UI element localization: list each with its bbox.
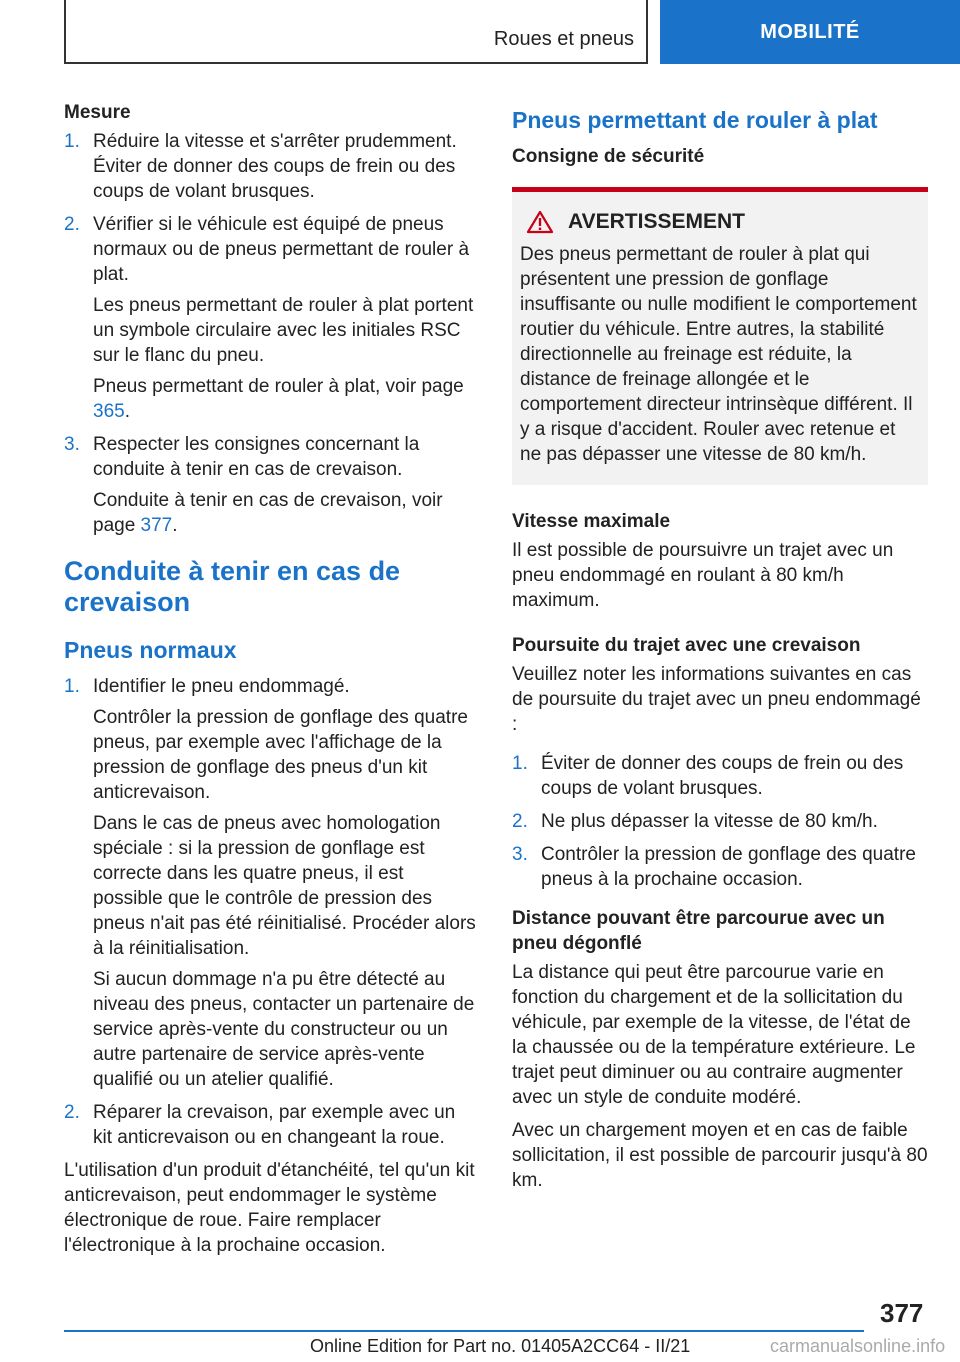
- step-text: Réduire la vitesse et s'arrêter prudemment. Éviter de donner des coups de frein ou des coups de volant brusques.: [93, 131, 457, 202]
- safety-title: Consigne de sécurité: [512, 146, 705, 167]
- closing-paragraph: L'utilisation d'un produit d'étanchéité, tel qu'un kit anticrevaison, peut endommager le système électronique de roue. Faire remplacer l'électronique à la prochaine occasion.: [64, 1160, 475, 1256]
- header-chapter: Roues et pneus: [493, 28, 634, 50]
- distance-paragraph: La distance qui peut être parcourue varie en fonction du chargement et de la sollicitation du véhicule, par exemple de la vitesse, de l'état de la chaussée ou de la température extérieure. Le trajet peut diminuer ou au contraire augmenter avec un style de conduite modéré.: [512, 962, 916, 1108]
- page-link-365[interactable]: 365: [93, 401, 125, 422]
- list-item: [64, 212, 478, 424]
- reference-suffix: .: [172, 515, 178, 536]
- subsection-heading: Pneus normaux: [64, 637, 237, 663]
- vmax-title: Vitesse maximale: [512, 511, 671, 532]
- continue-steps: [512, 751, 928, 892]
- header-section-tab: MOBILITÉ: [660, 0, 960, 64]
- warning-text: Des pneus permettant de rouler à plat qui présentent une pression de gonflage insuffisante ou nulle modifient le comportement routier du véhicule. Entre autres, la stabilité directionnelle au freinage est réduite, la distance de freinage allongée et le comportement directeur intrinsèque différent. Il y a risque d'accident. Rouler avec retenue et ne pas dépasser une vitesse de 80 km/h.: [520, 244, 917, 465]
- step-text: Contrôler la pression de gonflage des quatre pneus à la prochaine occasion.: [541, 844, 916, 890]
- step-text: Ne plus dépasser la vitesse de 80 km/h.: [541, 811, 878, 832]
- list-item: [512, 809, 928, 834]
- step-note: Dans le cas de pneus avec homologation spéciale : si la pression de gonflage est correcte dans les quatre pneus, il est possible que le contrôle de pression des pneus n'ait pas été réinitialisé. Procéder alors à la réinitialisation.: [93, 813, 476, 959]
- step-number: 1.: [64, 676, 80, 697]
- section-heading: Conduite à tenir en cas de crevaison: [64, 556, 401, 617]
- step-text: Réparer la crevaison, par exemple avec un kit anticrevaison ou en changeant la roue.: [93, 1102, 456, 1148]
- list-item: [64, 1100, 478, 1150]
- normal-tire-steps: [64, 674, 478, 1150]
- footer-edition: Online Edition for Part no. 01405A2CC64 - II/21: [310, 1336, 691, 1356]
- continue-title: Poursuite du trajet avec une crevaison: [512, 635, 861, 656]
- page-link-377[interactable]: 377: [140, 515, 173, 536]
- step-number: 1.: [64, 131, 80, 152]
- warning-title: AVERTISSEMENT: [568, 210, 745, 233]
- list-item: [64, 129, 478, 204]
- left-column: [64, 100, 478, 1266]
- continue-text: Veuillez noter les informations suivantes en cas de poursuite du trajet avec un pneu endommagé :: [512, 664, 921, 735]
- footer-watermark: carmanualsonline.info: [770, 1336, 946, 1356]
- step-text: Vérifier si le véhicule est équipé de pneus normaux ou de pneus permettant de rouler à plat.: [93, 214, 470, 285]
- mesure-title: Mesure: [64, 102, 131, 123]
- step-text: Éviter de donner des coups de frein ou des coups de volant brusques.: [541, 753, 904, 799]
- step-number: 2.: [64, 1102, 80, 1123]
- list-item: [64, 432, 478, 538]
- list-item: [64, 674, 478, 1092]
- warning-header: [520, 210, 920, 234]
- step-number: 3.: [512, 844, 528, 865]
- step-number: 2.: [512, 811, 528, 832]
- list-item: [512, 842, 928, 892]
- step-reference: [93, 488, 478, 538]
- warning-box: [512, 187, 928, 485]
- step-reference: [93, 374, 478, 424]
- step-text: Identifier le pneu endommagé.: [93, 676, 350, 697]
- step-note: Les pneus permettant de rouler à plat portent un symbole circulaire avec les initiales RSC sur le flanc du pneu.: [93, 295, 474, 366]
- reference-text: Conduite à tenir en cas de crevaison, voir page: [93, 490, 443, 536]
- step-text: Respecter les consignes concernant la conduite à tenir en cas de crevaison.: [93, 434, 420, 480]
- step-number: 3.: [64, 434, 80, 455]
- step-note: Contrôler la pression de gonflage des quatre pneus, par exemple avec l'affichage de la pression de gonflage des pneus d'un kit anticrevaison.: [93, 707, 468, 803]
- reference-suffix: .: [124, 401, 130, 422]
- distance-paragraph: Avec un chargement moyen et en cas de faible sollicitation, il est possible de parcourir jusqu'à 80 km.: [512, 1120, 928, 1191]
- footer-divider: [64, 1330, 864, 1332]
- warning-triangle-icon: [526, 210, 554, 234]
- step-number: 2.: [64, 214, 80, 235]
- page-number: 377: [880, 1298, 924, 1328]
- list-item: [512, 751, 928, 801]
- vmax-text: Il est possible de poursuivre un trajet avec un pneu endommagé en roulant à 80 km/h maximum.: [512, 540, 894, 611]
- header-frame: [64, 0, 648, 64]
- subsection-heading: Pneus permettant de rouler à plat: [512, 107, 878, 133]
- right-column: [512, 100, 928, 1201]
- mesure-steps: [64, 129, 478, 538]
- reference-text: Pneus permettant de rouler à plat, voir page: [93, 376, 464, 397]
- step-number: 1.: [512, 753, 528, 774]
- distance-title: Distance pouvant être parcourue avec un pneu dégonflé: [512, 908, 885, 954]
- step-note: Si aucun dommage n'a pu être détecté au niveau des pneus, contacter un partenaire de service après-vente du constructeur ou un autre partenaire de service après-vente qualifié ou un atelier qualifié.: [93, 969, 475, 1090]
